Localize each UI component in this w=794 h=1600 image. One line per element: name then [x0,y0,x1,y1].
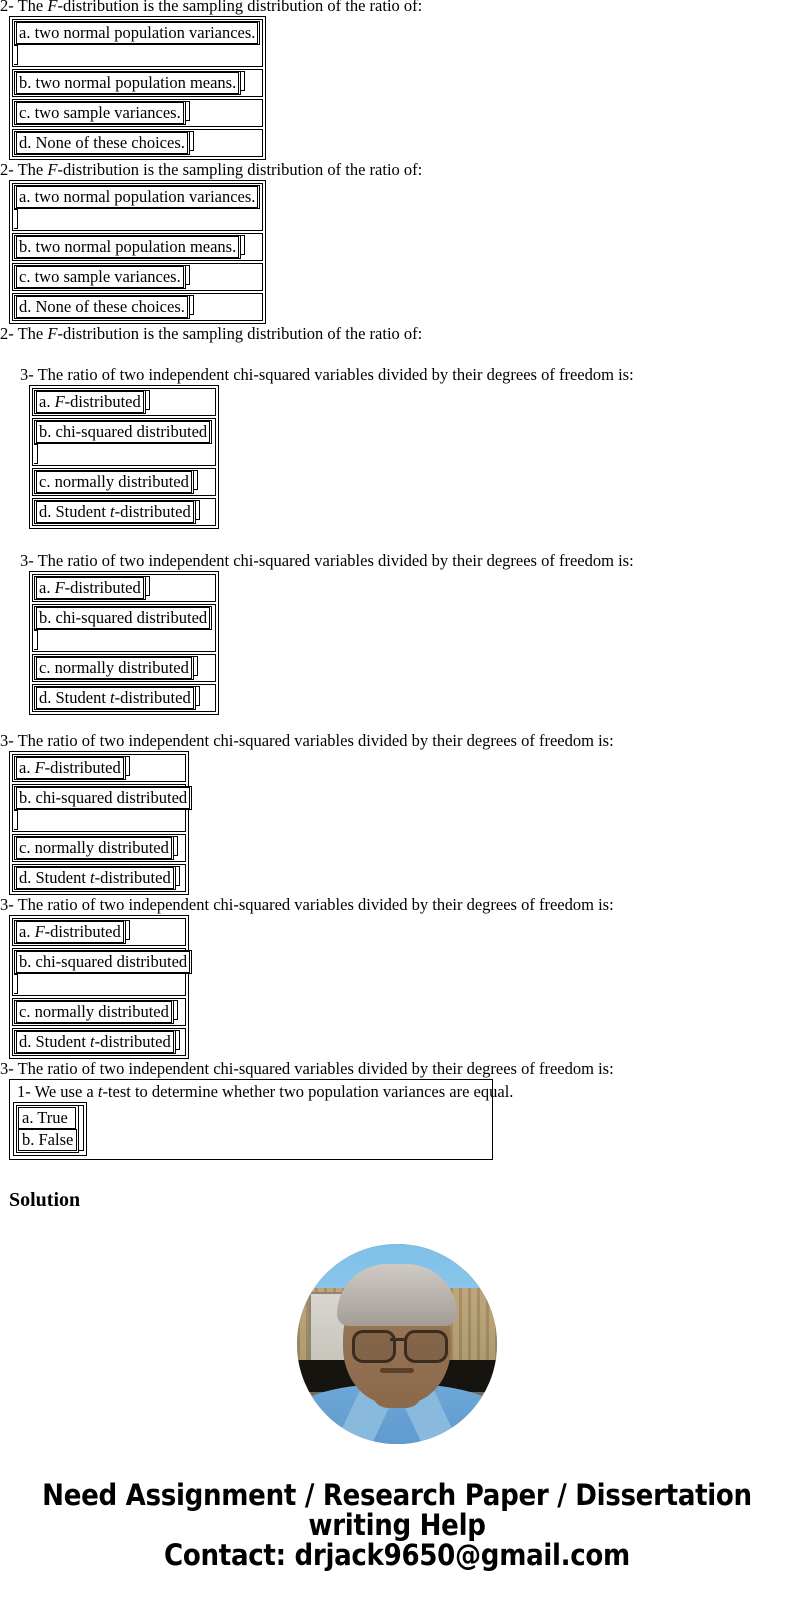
option-label[interactable]: d. None of these choices. [16,296,188,318]
option-row[interactable] [12,263,263,291]
option-row[interactable] [12,129,263,157]
question-text-2b: -distribution is the sampling distribution of the ratio of: [57,160,423,179]
option-label[interactable]: d. Student t-distributed [16,867,174,889]
option-label[interactable]: a. F-distributed [36,391,144,413]
option-label[interactable]: c. two sample variances. [16,266,184,288]
question-prompt-8 [0,1059,794,1078]
math-variable-F: F [34,758,45,777]
option-row[interactable] [12,834,186,862]
option-sliver [194,656,198,676]
option-sliver [34,630,38,650]
math-variable-t: t [90,1032,95,1051]
option-inner [14,866,176,890]
option-inner [14,1030,176,1054]
true-false-group [9,1079,514,1160]
avatar-glasses-left-lens [352,1330,396,1363]
option-sliver [186,265,190,285]
option-label[interactable]: a. F-distributed [16,757,124,779]
option-row[interactable] [12,19,263,67]
option-label[interactable]: b. chi-squared distributed [36,607,210,629]
option-label[interactable]: a. F-distributed [16,921,124,943]
option-inner [14,295,190,319]
option-row[interactable] [12,183,263,231]
options-group-2 [9,180,266,324]
option-inner [14,185,260,209]
option-sliver [14,810,18,830]
option-label[interactable]: b. chi-squared distributed [16,787,190,809]
option-row[interactable] [12,998,186,1026]
option-row[interactable] [32,388,216,416]
question-text-1b: -distribution is the sampling distribution of the ratio of: [57,0,423,15]
question-text-7: 3- The ratio of two independent chi-squared variables divided by their degrees of freedom is: [0,895,614,914]
option-row[interactable] [32,654,216,682]
math-variable-F: F [47,160,58,179]
option-label[interactable]: c. normally distributed [36,471,192,493]
question-prompt-1 [0,0,794,15]
question-text-4: 3- The ratio of two independent chi-squared variables divided by their degrees of freedom is: [20,365,634,384]
options-group-6 [9,915,189,1059]
option-sliver [176,866,180,886]
option-label[interactable]: d. Student t-distributed [16,1031,174,1053]
option-label[interactable]: c. two sample variances. [16,102,184,124]
option-inner [34,606,212,630]
options-group-5 [9,751,189,895]
option-label[interactable]: c. normally distributed [36,657,192,679]
options-group-1 [9,16,266,160]
option-sliver [196,500,200,520]
question-prompt-4 [0,365,794,384]
option-label-true[interactable]: a. True [18,1107,76,1129]
avatar-glasses-bridge [390,1338,404,1341]
option-label[interactable]: a. two normal population variances. [16,186,258,208]
option-row[interactable] [12,948,186,996]
question-text-3a: 2- The [0,324,48,343]
true-false-options-inner [16,1105,79,1153]
solution-heading: Solution [9,1189,81,1211]
option-inner [14,131,190,155]
option-sliver [146,390,150,410]
option-sliver [174,1000,178,1020]
tf-row-true[interactable] [18,1107,77,1129]
option-sliver [241,235,245,255]
option-inner [14,71,241,95]
math-variable-t: t [90,868,95,887]
avatar-glasses-right-lens [404,1330,448,1363]
math-variable-F: F [34,922,45,941]
option-inner [14,101,186,125]
option-sliver [241,71,245,91]
options-group-4 [29,571,219,715]
avatar [297,1244,497,1444]
option-sliver [126,920,130,940]
option-inner [14,1000,174,1024]
option-sliver [126,756,130,776]
option-inner [14,836,174,860]
option-inner [14,950,192,974]
math-variable-F: F [54,392,65,411]
tf-row-false[interactable] [18,1129,77,1151]
question-prompt-5 [0,551,794,570]
option-row[interactable] [12,1028,186,1056]
option-inner [14,265,186,289]
question-prompt-6 [0,731,794,750]
option-inner [34,420,212,444]
math-variable-t: t [97,1082,103,1101]
option-row[interactable] [32,468,216,496]
option-inner [14,235,241,259]
option-sliver [14,974,18,994]
question-text-2a: 2- The [0,160,48,179]
question-text-5: 3- The ratio of two independent chi-squared variables divided by their degrees of freedom is: [20,551,634,570]
option-inner [34,390,146,414]
option-row[interactable] [12,233,263,261]
option-row[interactable] [12,293,263,321]
option-row[interactable] [32,604,216,652]
option-inner [34,576,146,600]
question-prompt-7 [0,895,794,914]
option-row[interactable] [32,574,216,602]
option-inner [14,786,192,810]
option-label[interactable]: d. None of these choices. [16,132,188,154]
option-label[interactable]: b. two normal population means. [16,236,239,258]
true-false-options [13,1102,87,1156]
footer-line-2: Contact: drjack9650@gmail.com [164,1538,630,1572]
option-label[interactable]: d. Student t-distributed [36,687,194,709]
option-sliver [176,1030,180,1050]
option-label[interactable]: a. F-distributed [36,577,144,599]
option-label[interactable]: d. Student t-distributed [36,501,194,523]
option-sliver [196,686,200,706]
option-inner [34,500,196,524]
option-label[interactable]: b. chi-squared distributed [36,421,210,443]
option-row[interactable] [12,864,186,892]
true-false-question [13,1082,514,1101]
option-sliver [14,209,18,229]
avatar-container [0,1244,794,1444]
tf-sliver [79,1105,84,1151]
option-inner [14,21,260,45]
option-row[interactable] [12,784,186,832]
option-label[interactable]: b. two normal population means. [16,72,239,94]
option-row[interactable] [12,99,263,127]
math-variable-F: F [47,0,58,15]
option-row[interactable] [12,918,186,946]
footer-line-1: Need Assignment / Research Paper / Dissertation writing Help [42,1478,752,1542]
option-label[interactable]: c. normally distributed [16,837,172,859]
math-variable-F: F [54,578,65,597]
option-row[interactable] [32,684,216,712]
question-text-3b: -distribution is the sampling distribution of the ratio of: [57,324,423,343]
option-sliver [190,131,194,151]
question-text-1a: 2- The [0,0,48,15]
question-text-8: 3- The ratio of two independent chi-squared variables divided by their degrees of freedom is: [0,1059,614,1078]
option-sliver [34,444,38,464]
option-row[interactable] [32,418,216,466]
option-row[interactable] [32,498,216,526]
option-sliver [174,836,178,856]
math-variable-F: F [47,324,58,343]
question-prompt-3 [0,324,794,343]
tf-question-b: -test to determine whether two population variances are equal. [102,1082,514,1101]
options-group-3 [29,385,219,529]
option-sliver [146,576,150,596]
option-label[interactable]: b. chi-squared distributed [16,951,190,973]
question-prompt-2 [0,160,794,179]
option-sliver [190,295,194,315]
math-variable-t: t [110,502,115,521]
option-sliver [14,45,18,65]
math-variable-t: t [110,688,115,707]
tf-question-a: 1- We use a [17,1082,98,1101]
option-inner [14,920,126,944]
option-row[interactable] [12,69,263,97]
option-label-false[interactable]: b. False [18,1129,77,1151]
option-inner [14,756,126,780]
option-label[interactable]: c. normally distributed [16,1001,172,1023]
avatar-mouth [380,1368,414,1373]
question-text-6: 3- The ratio of two independent chi-squared variables divided by their degrees of freedom is: [0,731,614,750]
footer-banner [0,1480,794,1600]
option-inner [34,656,194,680]
option-row[interactable] [12,754,186,782]
option-sliver [194,470,198,490]
option-inner [34,686,196,710]
option-label[interactable]: a. two normal population variances. [16,22,258,44]
option-inner [34,470,194,494]
option-sliver [186,101,190,121]
